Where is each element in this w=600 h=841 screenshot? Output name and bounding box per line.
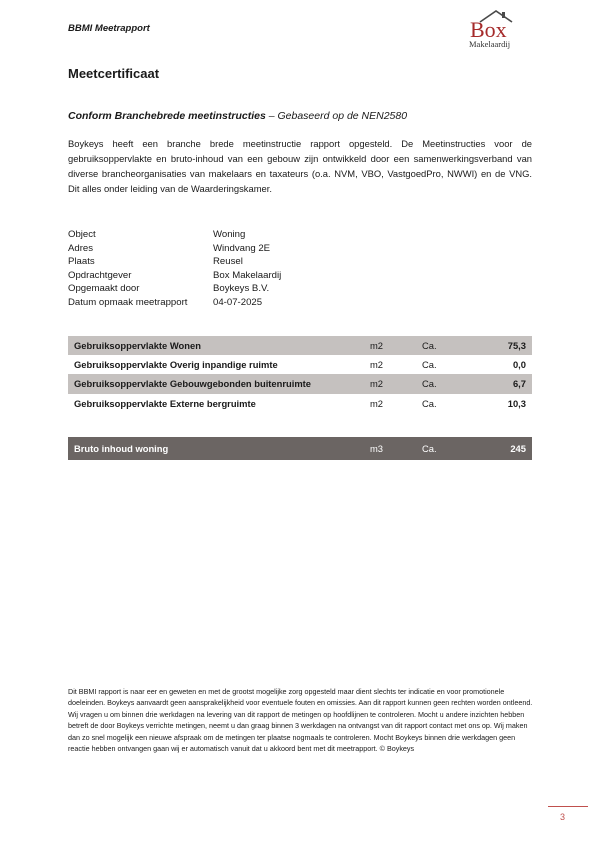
detail-value: Boykeys B.V.: [213, 283, 270, 295]
detail-label: Opdrachtgever: [68, 269, 132, 281]
area-ca: Ca.: [422, 397, 437, 409]
detail-label: Datum opmaak meetrapport: [68, 296, 188, 308]
detail-value: Windvang 2E: [213, 242, 271, 254]
disclaimer-text: Dit BBMI rapport is naar eer en geweten en met de grootst mogelijke zorg opgesteld maar dient slechts ter indicatie en voor promotionele doeleinden. Boykeys aanvaardt geen aansprakelijkheid voor eventuele fouten en omissies. Aan dit rapport kunnen geen rechten worden ontleend. Wij vragen u om binnen drie werkdagen na levering van dit rapport de metingen op hoofdlijnen te controleren. Mocht u andere inzichten hebben betreft de door Boykeys verrichte metingen, neemt u dan graag binnen 3 werkdagen na ontvangst van dit rapport contact met ons op. Wij maken dan zo snel mogelijk een nieuwe afspraak om de metingen ter plaatse nogmaals te controleren. Mocht Boykeys binnen drie werkdagen geen reactie hebben ontvangen gaan wij er automatisch vanuit dat u akkoord bent met dit meetrapport. © Boykeys: [68, 687, 533, 754]
detail-value: Woning: [213, 229, 246, 240]
detail-label: Object: [68, 229, 96, 240]
intro-paragraph: Boykeys heeft een branche brede meetinstructie rapport opgesteld. De Meetinstructies voor de gebruiksoppervlakte en bruto-inhoud van een gebouw zijn ontwikkeld door een samenwerkingsverband van diverse brancheorganisaties van makelaars en taxateurs (o.a. NVM, VBO, VastgoedPro, NWWI) en de VNG. Dit alles onder leiding van de Waarderingskamer.: [68, 138, 532, 194]
area-row: [68, 336, 532, 355]
area-row: [68, 355, 532, 374]
report-header-title: BBMI Meetrapport: [68, 23, 150, 34]
bruto-ca: Ca.: [422, 443, 437, 454]
area-ca: Ca.: [422, 359, 437, 371]
area-row: [68, 394, 532, 413]
detail-value: Box Makelaardij: [213, 269, 282, 281]
area-name: Gebruiksoppervlakte Externe bergruimte: [74, 397, 256, 409]
area-table: [68, 336, 532, 413]
area-name: Gebruiksoppervlakte Overig inpandige ruimte: [74, 359, 278, 371]
area-ca: Ca.: [422, 340, 437, 351]
area-unit: m2: [370, 397, 384, 409]
detail-row: [68, 242, 281, 256]
logo-text: Box: [470, 17, 507, 42]
section-heading-rest: – Gebaseerd op de NEN2580: [265, 110, 408, 122]
bruto-inhoud-row: [68, 437, 532, 460]
box-makelaardij-logo: [466, 8, 536, 50]
area-value: 75,3: [507, 340, 526, 351]
footer-divider: [548, 806, 588, 807]
page-title: Meetcertificaat: [68, 66, 160, 81]
page-number: 3: [560, 812, 566, 822]
area-unit: m2: [370, 340, 384, 351]
detail-value: 04-07-2025: [213, 296, 263, 308]
bruto-name: Bruto inhoud woning: [74, 443, 169, 454]
section-heading-bold: Conform Branchebrede meetinstructies: [68, 110, 266, 122]
area-name: Gebruiksoppervlakte Gebouwgebonden buitenruimte: [74, 378, 312, 390]
detail-value: Reusel: [213, 256, 243, 268]
bruto-value: 245: [510, 443, 526, 454]
area-name: Gebruiksoppervlakte Wonen: [74, 340, 201, 351]
detail-label: Adres: [68, 242, 94, 254]
detail-row: [68, 228, 281, 242]
object-details: [68, 228, 281, 310]
area-unit: m2: [370, 359, 384, 371]
area-row: [68, 374, 532, 393]
detail-label: Plaats: [68, 256, 95, 268]
section-heading: [68, 110, 407, 122]
detail-row: [68, 255, 281, 269]
area-value: 0,0: [512, 359, 526, 371]
detail-label: Opgemaakt door: [68, 283, 140, 295]
area-unit: m2: [370, 378, 384, 390]
area-value: 10,3: [507, 397, 526, 409]
area-ca: Ca.: [422, 378, 437, 390]
detail-row: [68, 282, 281, 296]
bruto-unit: m3: [370, 443, 384, 454]
logo-subtext: Makelaardij: [469, 39, 511, 49]
area-value: 6,7: [512, 378, 526, 390]
detail-row: [68, 296, 281, 310]
detail-row: [68, 269, 281, 283]
